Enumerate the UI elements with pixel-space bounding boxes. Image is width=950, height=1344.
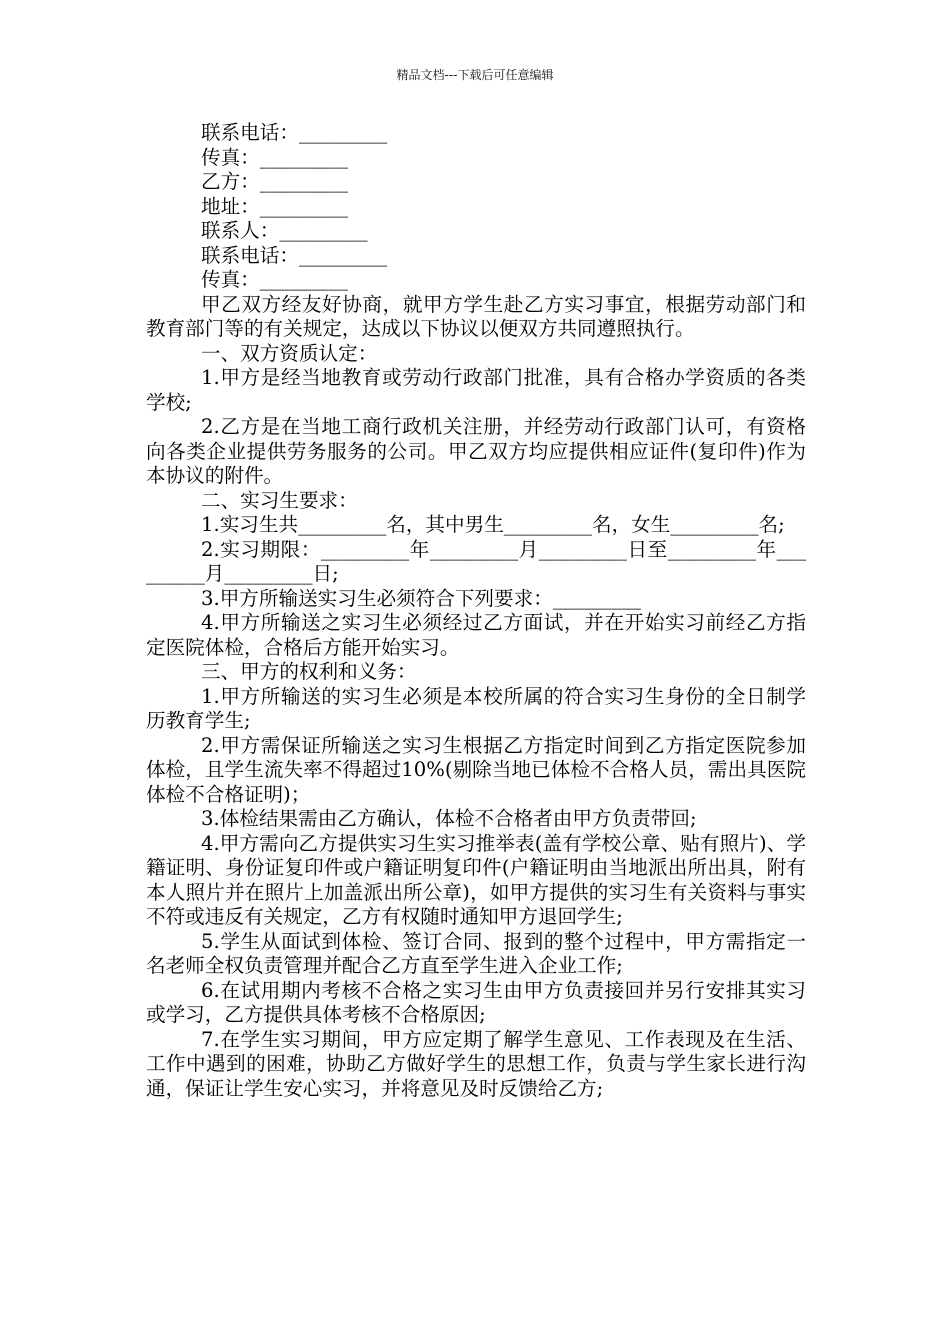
- clause-paragraph: 6.在试用期内考核不合格之实习生由甲方负责接回并另行安排其实习或学习，乙方提供具体考核不合格原因;: [146, 978, 806, 1026]
- clause-paragraph: 1.实习生共_________名，其中男生_________名，女生_________名;: [201, 513, 785, 536]
- clause-paragraph: 3.甲方所输送实习生必须符合下列要求：_________: [201, 586, 641, 610]
- clause-paragraph: 7.在学生实习期间，甲方应定期了解学生意见、工作表现及在生活、工作中遇到的困难，协助乙方做好学生的思想工作，负责与学生家长进行沟通，保证让学生安心实习，并将意见及时反馈给乙方;: [146, 1027, 806, 1100]
- section-heading: 二、实习生要求：: [201, 488, 358, 512]
- address-line: 地址：_________: [201, 194, 348, 218]
- document-body: [146, 121, 806, 1101]
- clause-paragraph: 2.甲方需保证所输送之实习生根据乙方指定时间到乙方指定医院参加体检，且学生流失率不得超过10%(剔除当地已体检不合格人员，需出具医院体检不合格证明)；: [146, 733, 806, 806]
- clause-paragraph: 1.甲方是经当地教育或劳动行政部门批准，具有合格办学资质的各类学校;: [146, 366, 806, 414]
- contact-phone-line: 联系电话：_________: [201, 121, 388, 144]
- fax-line: 传真：_________: [201, 268, 348, 291]
- clause-paragraph: 4.甲方需向乙方提供实习生实习推举表(盖有学校公章、贴有照片)、学籍证明、身份证复印件或户籍证明复印件(户籍证明由当地派出所出具，附有本人照片并在照片上加盖派出所公章)，如甲方提供的实习生有关资料与事实不符或违反有关规定，乙方有权随时通知甲方退回学生;: [146, 831, 806, 928]
- clause-paragraph: 3.体检结果需由乙方确认，体检不合格者由甲方负责带回;: [201, 807, 697, 830]
- clause-paragraph: 2.实习期限：_________年_________月_________日至_________年_________月_________日;: [146, 537, 806, 585]
- intro-paragraph: 甲乙双方经友好协商，就甲方学生赴乙方实习事宜，根据劳动部门和教育部门等的有关规定，达成以下协议以便双方共同遵照执行。: [146, 292, 806, 340]
- party-b-line: 乙方：_________: [201, 170, 348, 193]
- clause-paragraph: 4.甲方所输送之实习生必须经过乙方面试，并在开始实习前经乙方指定医院体检，合格后方能开始实习。: [146, 611, 806, 659]
- clause-paragraph: 2.乙方是在当地工商行政机关注册，并经劳动行政部门认可，有资格向各类企业提供劳务服务的公司。甲乙双方均应提供相应证件(复印件)作为本协议的附件。: [146, 415, 806, 487]
- clause-paragraph: 5.学生从面试到体检、签订合同、报到的整个过程中，甲方需指定一名老师全权负责管理并配合乙方直至学生进入企业工作;: [146, 929, 806, 977]
- fax-line: 传真：_________: [201, 145, 348, 169]
- page-header: 精品文档---下载后可任意编辑: [396, 68, 554, 82]
- contact-person-line: 联系人：_________: [201, 219, 368, 242]
- section-heading: 三、甲方的权利和义务：: [201, 660, 417, 683]
- section-heading: 一、双方资质认定：: [201, 341, 378, 365]
- contact-phone-line: 联系电话：_________: [201, 243, 388, 267]
- clause-paragraph: 1.甲方所输送的实习生必须是本校所属的符合实习生身份的全日制学历教育学生;: [146, 684, 806, 732]
